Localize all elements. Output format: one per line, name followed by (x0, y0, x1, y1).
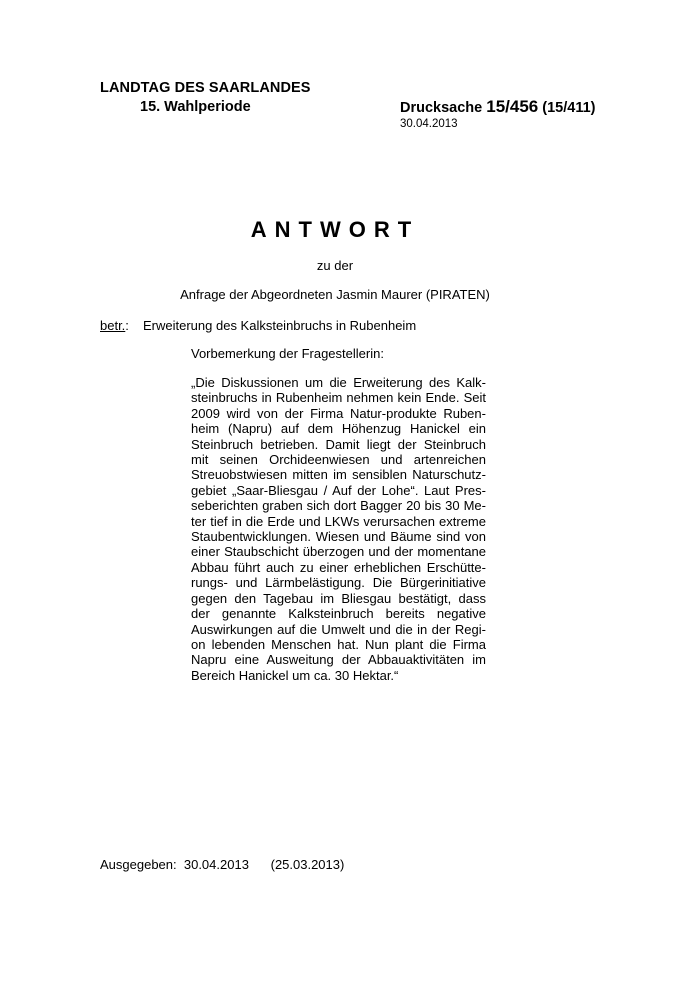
preliminary-remark-heading: Vorbemerkung der Fragestellerin: (191, 346, 384, 361)
legislative-period: 15. Wahlperiode (140, 99, 251, 115)
original-date: (25.03.2013) (270, 857, 345, 872)
subject-text: Erweiterung des Kalksteinbruchs in Rubenheim (143, 318, 417, 333)
drucksache-label: Drucksache (400, 100, 483, 116)
issued-label: Ausgegeben: (100, 857, 177, 872)
drucksache-original-ref: (15/411) (542, 100, 596, 116)
parliament-name: LANDTAG DES SAARLANDES (100, 80, 311, 96)
preliminary-remark-quote: „Die Diskussionen um die Erweiterung des Kalksteinbruchs in Rubenheim nehmen kein Ende. Seit 2009 wird von der Firma Natur-produkte Rubenheim (Napru) auf dem Höhenzug Hanickel ein Steinbruch betrieben. Damit liegt der Steinbruch mit seinen Orchideenwiesen und artenreichen Streuobstwiesen mitten im sensiblen Naturschutzgebiet „Saar-Bliesgau / Auf der Lohe“. Laut Presseberichten graben sich dort Bagger 20 bis 30 Meter tief in die Erde und LKWs verursachen extreme Staubentwicklungen. Wiesen und Bäume sind von einer Staubschicht überzogen und der momentane Abbau führt auch zu einer erheblichen Erschütterungs- und Lärmbelästigung. Die Bürgerinitiative gegen den Tagebau im Bliesgau bestätigt, dass der genannte Kalksteinbruch bereits negative Auswirkungen auf die Umwelt und die in der Region lebenden Menschen hat. Nun plant die Firma Napru eine Ausweitung der Abbauaktivitäten im Bereich Hanickel um ca. 30 Hektar.“ (191, 375, 486, 683)
drucksache-number: 15/456 (486, 97, 539, 116)
subject-label (100, 318, 129, 333)
drucksache-reference (400, 97, 596, 117)
issued-line (100, 857, 344, 872)
inquiry-line: Anfrage der Abgeordneten Jasmin Maurer (PIRATEN) (180, 287, 490, 302)
document-date: 30.04.2013 (400, 118, 458, 130)
document-title: ANTWORT (250, 217, 420, 242)
zu-der-line: zu der (316, 258, 354, 273)
subject-label-colon: : (125, 318, 129, 333)
subject-label-text: betr. (100, 318, 126, 333)
issued-date: 30.04.2013 (183, 857, 249, 872)
